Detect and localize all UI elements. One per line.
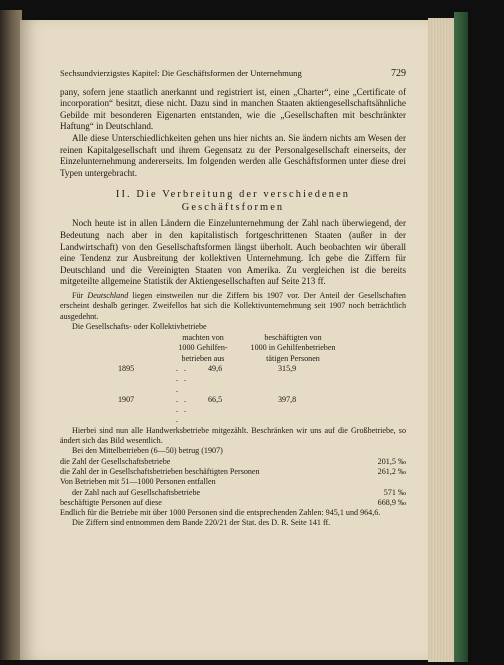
note-handwerk: Hierbei sind nun alle Handwerksbetriebe mitgezählt. Beschränken wir uns auf die Großbetriebe, so ändert sich das Bild wesentlich. [60,425,406,446]
col-a-header: machten von 1000 Gehilfen- betrieben aus [178,333,228,363]
paragraph-1: pany, sofern jene staatlich anerkannt und registriert ist, einen „Charter“, eine „Certificate of incorporation“ besitzt, diese nicht. Dazu sind in manchen Staaten aktiengesellschaftsähnliche Gebilde mit besonderen Eigenarten entstanden, wie die „Gesellschaften mit beschränkter Haftung“ in Deutschland. [60,86,406,132]
note-source: Die Ziffern sind entnommen dem Bande 220/21 der Stat. des D. R. Seite 141 ff. [72,518,331,528]
paragraph-3: Noch heute ist in allen Ländern die Einzelunternehmung der Zahl nach überwiegend, der Bedeutung nach aber in den kapitalistisch fortgeschrittenen Staaten (außer in der Landwirtschaft) von den Gesellschaftsformen längst überholt. Auch beobachten wir überall eine Tendenz zur Ausbreitung der kollektiven Unternehmung. Ich gebe die Ziffern für Deutschland und die Vereinigten Staaten von Amerika. Zu vergleichen ist die bereits mitgeteilte allgemeine Statistik der Aktiengesellschaften auf Seite 213 ff. [60,218,406,287]
page-edges [428,18,456,662]
running-title: Sechsundvierzigstes Kapitel: Die Geschäftsformen der Unternehmung [60,68,302,78]
stat-line: die Zahl der Gesellschaftsbetriebe 201,5 ‰ [60,456,406,466]
section-heading [60,188,406,214]
book-cover-edge [454,12,468,662]
stat-line: der Zahl nach auf Gesellschaftsbetriebe 571 ‰ [72,487,406,497]
note-mittelbetriebe: Bei den Mittelbetrieben (6—50) betrug (1907) [72,446,223,456]
note-grossbetriebe: Von Betrieben mit 51—1000 Personen entfallen [60,477,216,487]
paragraph-2: Alle diese Unterschiedlichkeiten gehen uns hier nichts an. Sie ändern nichts am Wesen der reinen Kapitalgesellschaft und ihrem Gegensatz zu der Personalgesellschaft einerseits, der Einzelunternehmung andererseits. Im folgenden werden alle Geschäftsformen unter diese drei Typen untergebracht. [60,132,406,178]
note-ueber-1000: Endlich für die Betriebe mit über 1000 Personen sind die entsprechenden Zahlen: 945,1 und 964,6. [60,508,381,518]
germany-italic: Deutschland [87,290,129,300]
table-row: 1907 . . . . . 66,5 397,8 [118,394,297,425]
col-b-header: beschäftigten von 1000 in Gehilfenbetrieben tätigen Personen [250,333,336,363]
section-heading-line-1: II. Die Verbreitung der verschiedenen [115,189,351,201]
note-germany: Für Deutschland liegen einstweilen nur die Ziffern bis 1907 vor. Der Anteil der Gesellschaften erscheint deshalb geringer. Zweifellos hat sich die Kollektivunternehmung seit 1907 noch beträchtlich ausgedehnt. [60,290,406,321]
stat-line: die Zahl der in Gesellschaftsbetrieben beschäftigten Personen 261,2 ‰ [60,466,406,476]
page-content [60,68,406,529]
table-row: 1895 . . . . . 49,6 315,9 [118,363,297,394]
book-spine-left [0,10,22,660]
table-header [60,333,406,364]
notes-block [60,291,406,529]
stat-line: beschäftigte Personen auf diese 668,9 ‰ [60,497,406,507]
section-heading-line-2: Geschäftsformen [181,202,285,214]
page-number: 729 [391,68,406,79]
running-header [60,68,406,80]
table-intro: Die Gesellschafts- oder Kollektivbetriebe [72,321,207,331]
